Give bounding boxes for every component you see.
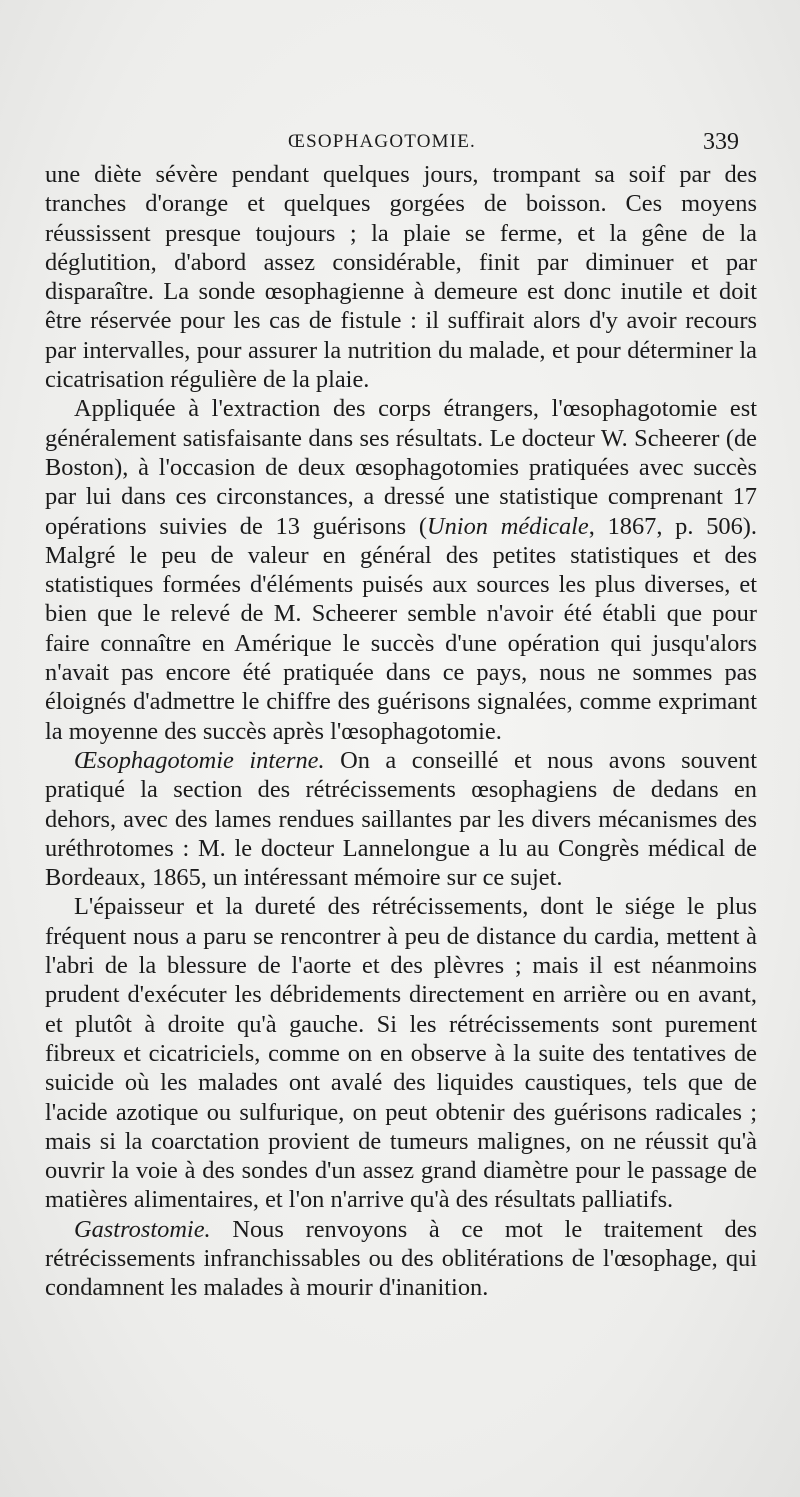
paragraph-continued <box>45 160 757 394</box>
section-heading: Gastrostomie. <box>74 1215 211 1243</box>
paragraph-text: Appliquée à l'extraction des corps étrangers, l'œsophagotomie est généralement satisfaisante dans ses résultats. Le docteur W. Scheerer (de Boston), à l'occasion de deux œsophagotomies pratiquées avec succès par lui dans ces circonstances, a dressé une statistique comprenant 17 opérations suivies de 13 guérisons ( <box>45 395 757 540</box>
paragraph-extraction <box>45 394 757 746</box>
paragraph-text: une diète sévère pendant quelques jours, trompant sa soif par des tranches d'orange et quelques gorgées de boisson. Ces moyens réussissent presque toujours ; la plaie se ferme, et la gêne de la déglutition, d'abord assez considérable, finit par diminuer et par disparaître. La sonde œsophagienne à demeure est donc inutile et doit être réservée pour les cas de fistule : il suffirait alors d'y avoir recours par intervalles, pour assurer la nutrition du malade, et pour déterminer la cicatrisation régulière de la plaie. <box>45 161 757 394</box>
paragraph-epaisseur <box>45 892 757 1214</box>
running-head <box>0 127 800 157</box>
paragraph-oesophagotomie-interne <box>45 746 757 892</box>
running-title: ŒSOPHAGOTOMIE. <box>288 131 476 152</box>
paragraph-text: , 1867, p. 506). Malgré le peu de valeur en général des petites statistiques et des statistiques formées d'éléments puisés aux sources les plus diverses, et bien que le relevé de M. Scheerer semble n'avoir été établi que pour faire connaître en Amérique le succès d'une opération qui jusqu'alors n'avait pas encore été pratiquée dans ce pays, nous ne sommes pas éloignés d'admettre le chiffre des guérisons signalées, comme exprimant la moyenne des succès après l'œsophagotomie. <box>45 512 757 745</box>
paragraph-text: On a conseillé et nous avons souvent pratiqué la section des rétrécissements œsophagiens de dedans en dehors, avec des lames rendues saillantes par les divers mécanismes des uréthrotomes : M. le docteur Lannelongue a lu au Congrès médical de Bordeaux, 1865, un intéressant mémoire sur ce sujet. <box>45 746 757 892</box>
citation-title: Union médicale <box>427 512 589 540</box>
paragraph-text: Nous renvoyons à ce mot le traitement des rétrécissements infranchissables ou des oblitérations de l'œsophage, qui condamnent les malades à mourir d'inanition. <box>45 1215 757 1302</box>
paragraph-text: L'épaisseur et la dureté des rétrécissements, dont le siége le plus fréquent nous a paru se rencontrer à peu de distance du cardia, mettent à l'abri de la blessure de l'aorte et des plèvres ; mais il est néanmoins prudent d'exécuter les débridements directement en arrière ou en avant, et plutôt à droite qu'à gauche. Si les rétrécissements sont purement fibreux et cicatriciels, comme on en observe à la suite des tentatives de suicide où les malades ont avalé des liquides caustiques, tels que de l'acide azotique ou sulfurique, on peut obtenir des guérisons radicales ; mais si la coarctation provient de tumeurs malignes, on ne réussit qu'à ouvrir la voie à des sondes d'un assez grand diamètre pour le passage de matières alimentaires, et l'on n'arrive qu'à des résultats palliatifs. <box>45 893 757 1214</box>
body-text <box>45 160 757 1303</box>
section-heading: Œsophagotomie interne. <box>74 746 325 774</box>
paragraph-gastrostomie <box>45 1215 757 1303</box>
page-number: 339 <box>703 129 739 155</box>
